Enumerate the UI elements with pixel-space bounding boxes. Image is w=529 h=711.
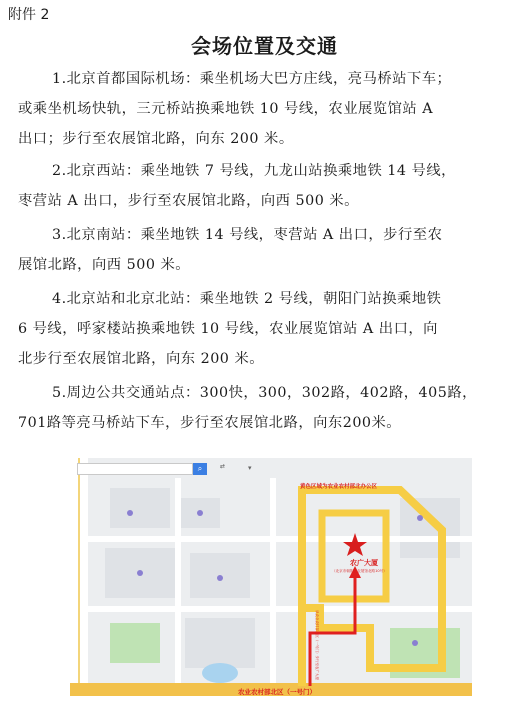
text-line: 展馆北路，向西 500 米。 (18, 257, 191, 273)
text-line: 枣营站 A 出口，步行至农展馆北路，向西 500 米。 (18, 193, 359, 209)
page-title: 会场位置及交通 (191, 34, 338, 58)
text-line: 北步行至农展馆北路，向东 200 米。 (18, 351, 265, 367)
paragraph-public-transit (18, 378, 518, 438)
building-label: 农广大厦 (350, 559, 378, 567)
gate-label: 农业农村部北区（一号门） (238, 688, 316, 696)
text-line: 5.周边公共交通站点：300快，300，302路，402路，405路， (52, 385, 477, 401)
text-line: 4.北京站和北京北站：乘坐地铁 2 号线，朝阳门站换乘地铁 (52, 291, 442, 307)
building-address: （北京市朝阳区农展馆北路10号） (332, 569, 387, 573)
text-line: 6 号线，呼家楼站换乘地铁 10 号线，农业展览馆站 A 出口，向 (18, 321, 438, 337)
text-line: 2.北京西站：乘坐地铁 7 号线，九龙山站换乘地铁 14 号线， (52, 163, 456, 179)
tool-icon[interactable]: ▾ (248, 464, 252, 472)
location-map[interactable] (70, 458, 472, 696)
paragraph-airport (18, 64, 518, 154)
map-top-note: 黄色区域为农业农村部北办公区 (300, 484, 378, 490)
map-search-input[interactable] (77, 463, 193, 475)
text-line: 出口；步行至农展馆北路，向东 200 米。 (18, 131, 294, 147)
text-line: 1.北京首都国际机场：乘坐机场大巴方庄线，亮马桥站下车； (52, 71, 452, 87)
paragraph-beijing-station (18, 284, 518, 374)
text-line: 3.北京南站：乘坐地铁 14 号线，枣营站 A 出口，步行至农 (52, 227, 443, 243)
map-canvas[interactable] (70, 458, 472, 696)
search-icon[interactable]: ⌕ (193, 463, 207, 475)
attachment-label: 附件 2 (8, 7, 50, 23)
paragraph-west-station (18, 156, 518, 216)
route-note: 从农业农村部北区（一号门）步行至农广大厦 (315, 610, 319, 680)
text-line: 或乘坐机场快轨，三元桥站换乘地铁 10 号线，农业展览馆站 A (18, 101, 434, 117)
route-icon[interactable]: ⇄ (220, 463, 226, 470)
text-line: 701路等亮马桥站下车，步行至农展馆北路，向东200米。 (18, 415, 402, 431)
paragraph-south-station (18, 220, 518, 280)
